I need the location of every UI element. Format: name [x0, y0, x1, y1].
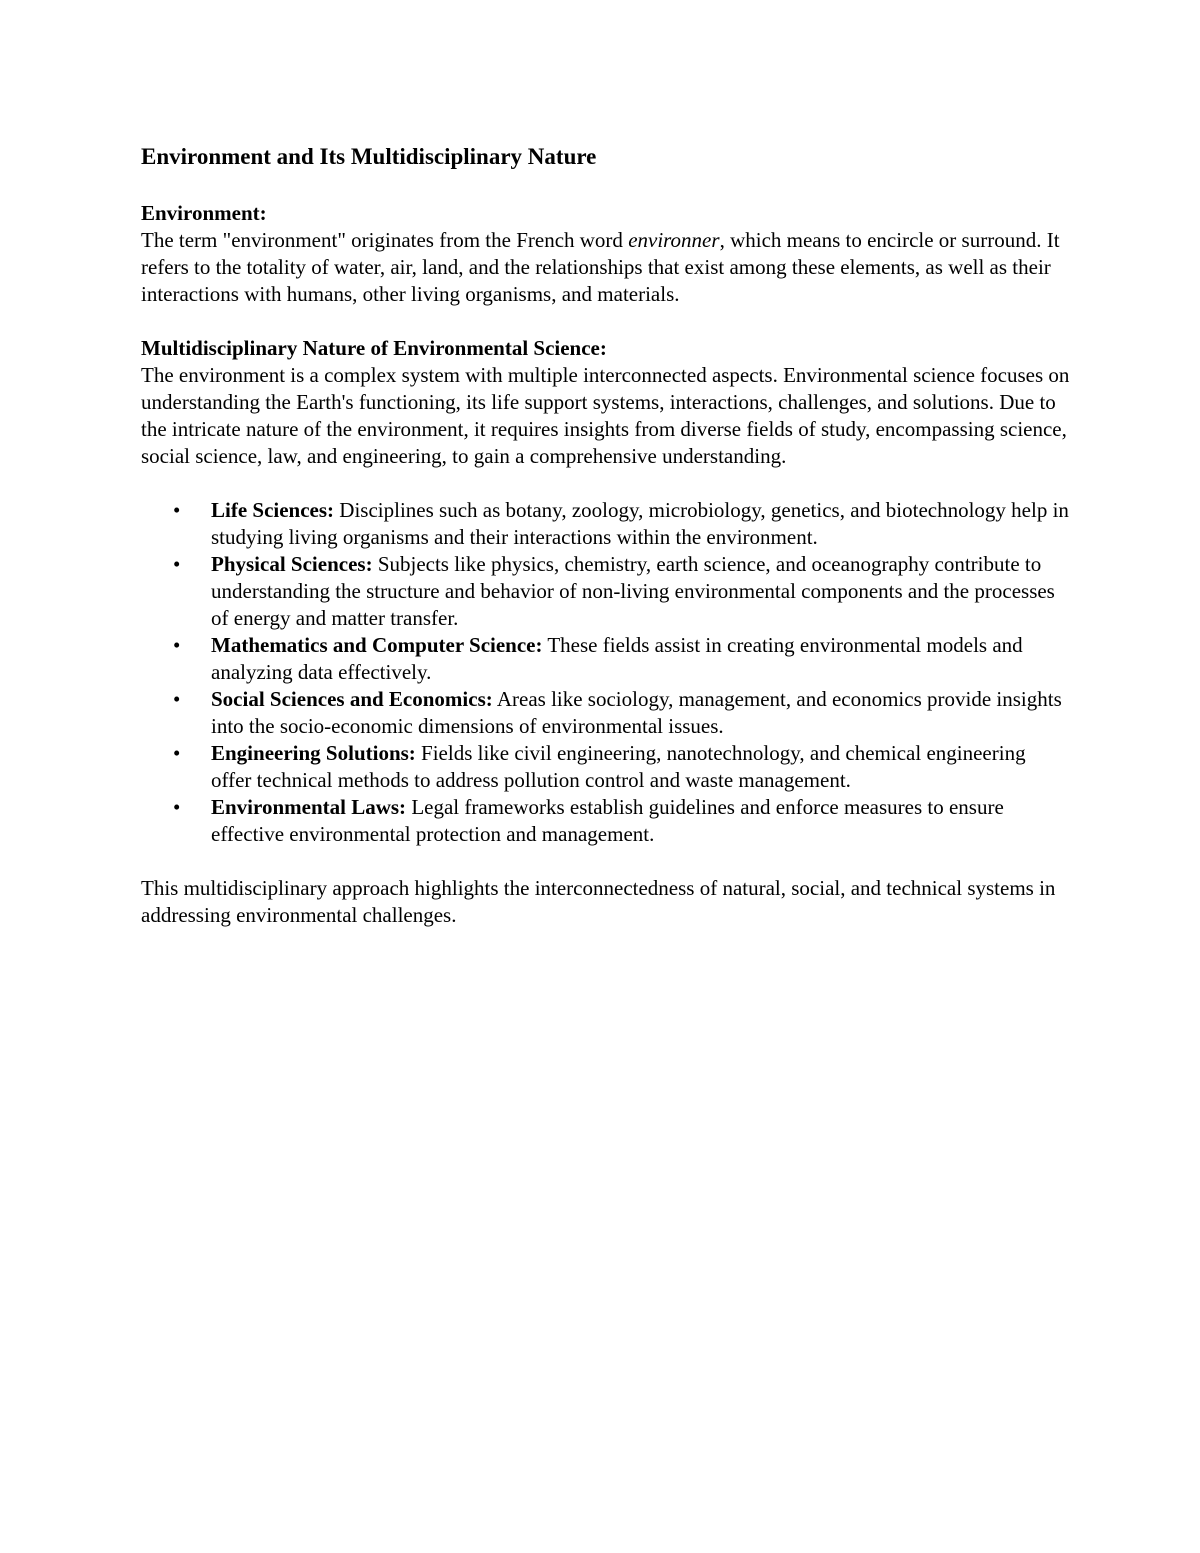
list-item-text: Areas like sociology, management, and economics provide insights into the socio-economic dimensions of environmental issues. — [211, 687, 1062, 738]
list-item — [141, 551, 1071, 632]
multidisciplinary-paragraph: The environment is a complex system with multiple interconnected aspects. Environmental science focuses on understanding the Earth's functioning, its life support systems, interactions, challenges, and solutions. Due to the intricate nature of the environment, it requires insights from diverse fields of study, encompassing science, social science, law, and engineering, to gain a comprehensive understanding. — [141, 363, 1070, 468]
list-item-term: Physical Sciences: — [211, 552, 373, 576]
bullet-icon: • — [173, 633, 181, 657]
list-item-text: These fields assist in creating environmental models and analyzing data effectively. — [211, 633, 1023, 684]
list-item-text: Legal frameworks establish guidelines and enforce measures to ensure effective environmental protection and management. — [211, 795, 1004, 846]
environment-text-before: The term "environment" originates from the French word — [141, 228, 629, 252]
list-item-term: Engineering Solutions: — [211, 741, 416, 765]
list-item — [141, 794, 1071, 848]
section-heading-multidisciplinary: Multidisciplinary Nature of Environmental Science: — [141, 336, 607, 360]
list-item-text: Subjects like physics, chemistry, earth science, and oceanography contribute to understanding the structure and behavior of non-living environmental components and the processes of energy and matter transfer. — [211, 552, 1055, 630]
bullet-icon: • — [173, 741, 181, 765]
bullet-icon: • — [173, 498, 181, 522]
list-item-term: Social Sciences and Economics: — [211, 687, 493, 711]
list-item-term: Environmental Laws: — [211, 795, 407, 819]
list-item — [141, 632, 1071, 686]
document-page — [141, 142, 1071, 956]
list-item-term: Mathematics and Computer Science: — [211, 633, 543, 657]
closing-paragraph: This multidisciplinary approach highlights the interconnectedness of natural, social, and technical systems in addressing environmental challenges. — [141, 876, 1056, 927]
list-item-text: Fields like civil engineering, nanotechnology, and chemical engineering offer technical methods to address pollution control and waste management. — [211, 741, 1026, 792]
list-item — [141, 497, 1071, 551]
section-heading-environment: Environment: — [141, 201, 267, 225]
environment-paragraph — [141, 227, 1071, 308]
bullet-icon: • — [173, 795, 181, 819]
list-item-term: Life Sciences: — [211, 498, 335, 522]
environment-italic-term: environner — [628, 228, 720, 252]
list-item-text: Disciplines such as botany, zoology, microbiology, genetics, and biotechnology help in studying living organisms and their interactions within the environment. — [211, 498, 1069, 549]
disciplines-list — [141, 497, 1071, 848]
list-item — [141, 686, 1071, 740]
bullet-icon: • — [173, 552, 181, 576]
environment-text-after: , which means to encircle or surround. It refers to the totality of water, air, land, and the relationships that exist among these elements, as well as their interactions with humans, other living organisms, and materials. — [141, 228, 1060, 306]
bullet-icon: • — [173, 687, 181, 711]
document-title: Environment and Its Multidisciplinary Nature — [141, 144, 597, 169]
list-item — [141, 740, 1071, 794]
